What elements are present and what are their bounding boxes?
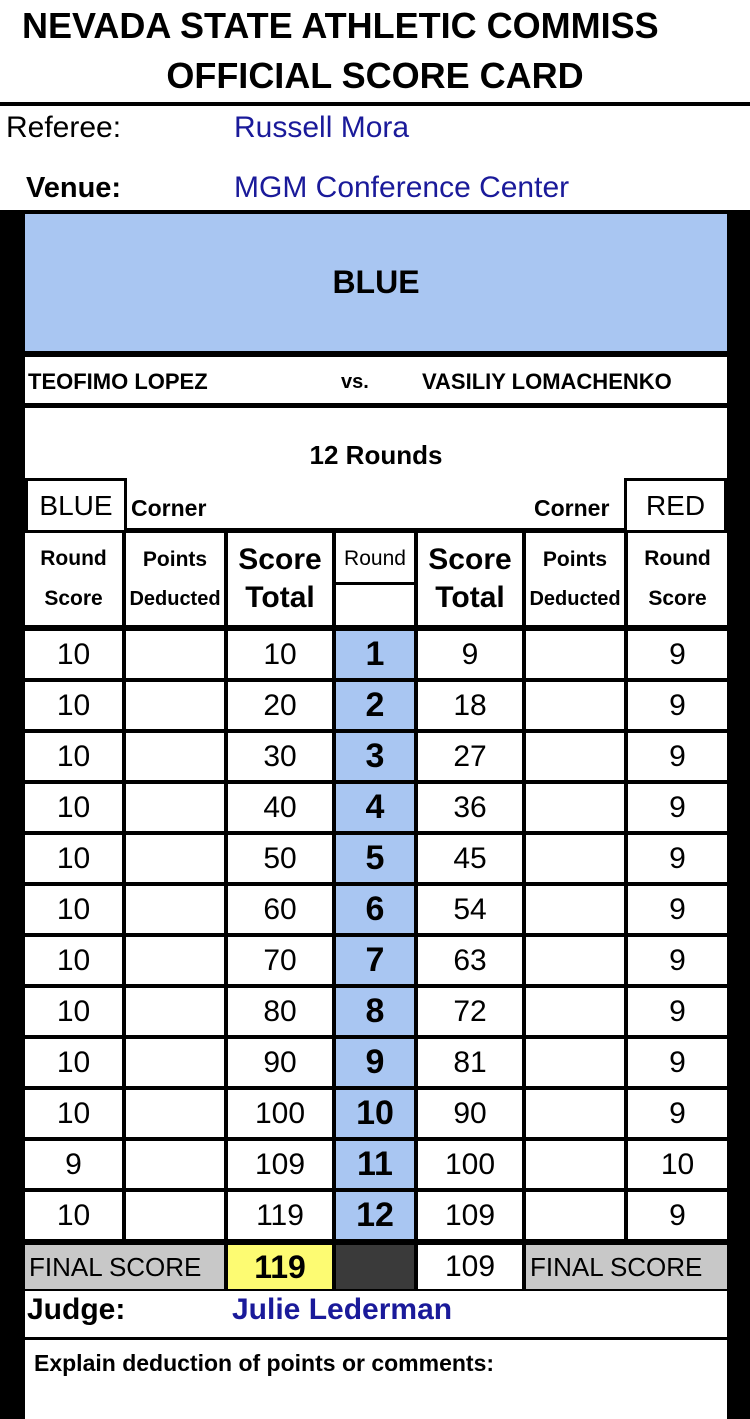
red-round-score: 9 [669,943,686,977]
blue-corner-band [25,214,727,351]
final-score-blue-value: 119 [254,1248,306,1285]
col-header-text: Total [435,581,505,614]
col-header-text: Score [428,543,512,576]
red-score-total: 36 [453,790,487,824]
blue-score-total: 80 [263,994,297,1028]
judge-label: Judge: [27,1293,126,1326]
round-number: 9 [365,1043,385,1081]
blue-score-total: 50 [263,841,297,875]
venue-name: MGM Conference Center [234,171,570,204]
blue-round-score: 10 [56,688,91,722]
round-number-cell [336,1039,414,1086]
blue-round-score: 10 [56,943,91,977]
blue-score-total-cell [228,1039,332,1086]
red-score-total-cell [418,988,522,1035]
red-score-total-cell [418,937,522,984]
red-score-total-cell [418,631,522,678]
blue-points-deducted-cell [126,835,224,882]
red-round-score-cell [628,631,727,678]
round-number: 4 [365,788,385,826]
red-round-score: 9 [669,994,686,1028]
red-round-score-cell [628,784,727,831]
red-score-total: 100 [444,1147,496,1181]
blue-round-score: 10 [56,994,91,1028]
round-number-cell [336,631,414,678]
fighters-row [25,357,727,403]
blue-points-deducted-cell [126,784,224,831]
round-number-cell [336,937,414,984]
red-score-total: 81 [453,1045,487,1079]
col-blue-score-total [228,533,332,625]
blue-round-score-cell [25,1141,122,1188]
blue-round-score-cell [25,886,122,933]
blue-points-deducted-cell [126,886,224,933]
red-score-total-cell [418,1192,522,1239]
red-round-score: 9 [669,1045,686,1079]
round-number-cell [336,682,414,729]
round-number: 5 [365,839,385,877]
red-score-total: 27 [453,739,487,773]
final-score-text: FINAL SCORE [29,1251,202,1282]
blue-label: BLUE [39,489,113,521]
round-number-cell [336,886,414,933]
red-score-total-cell [418,886,522,933]
blue-round-score: 10 [56,1045,91,1079]
col-header-text: Score [238,543,322,576]
blue-round-score-cell [25,631,122,678]
blue-points-deducted-cell [126,631,224,678]
blue-score-total: 90 [263,1045,297,1079]
red-score-total-cell [418,1039,522,1086]
round-number: 10 [356,1094,394,1132]
red-label-box [624,478,727,530]
red-round-score: 9 [669,739,686,773]
red-points-deducted-cell [526,988,624,1035]
red-score-total: 18 [453,688,487,722]
corner-left-label: Corner [131,495,207,521]
blue-round-score: 10 [56,1096,91,1130]
judge-name: Julie Lederman [232,1293,453,1326]
blue-round-score: 9 [65,1147,82,1181]
red-score-total-cell [418,784,522,831]
red-round-score-cell [628,1192,727,1239]
red-score-total: 54 [453,892,487,926]
blue-round-score-cell [25,937,122,984]
col-red-points-deducted [526,533,624,625]
blue-round-score: 10 [56,637,91,671]
venue-label: Venue: [26,172,122,204]
red-points-deducted-cell [526,835,624,882]
red-round-score: 9 [669,1096,686,1130]
red-label: RED [645,489,706,521]
round-number: 1 [365,635,385,673]
blue-round-score-cell [25,682,122,729]
round-number-cell [336,784,414,831]
blue-score-total: 100 [254,1096,306,1130]
blue-label-box [25,478,127,530]
col-header-text: Deducted [529,587,621,610]
blue-round-score-cell [25,835,122,882]
col-header-text: Total [245,581,315,614]
blue-points-deducted-cell [126,937,224,984]
red-points-deducted-cell [526,937,624,984]
blue-score-total-cell [228,988,332,1035]
blue-score-total: 20 [263,688,297,722]
red-round-score-cell [628,886,727,933]
final-score-red [418,1245,522,1289]
col-header-text: Points [142,547,208,571]
red-score-total: 72 [453,994,487,1028]
round-number: 3 [365,737,385,775]
red-round-score-cell [628,1141,727,1188]
blue-points-deducted-cell [126,733,224,780]
blue-score-total-cell [228,1090,332,1137]
judge-row [25,1291,727,1337]
round-number-cell [336,835,414,882]
fighter-blue-name: TEOFIMO LOPEZ [28,369,208,394]
red-score-total: 9 [461,637,479,671]
header-divider [0,102,750,106]
red-score-total-cell [418,682,522,729]
red-round-score: 10 [660,1147,695,1181]
red-round-score-cell [628,835,727,882]
red-round-score-cell [628,1090,727,1137]
red-round-score: 9 [669,1198,686,1232]
round-number-cell [336,988,414,1035]
referee-name: Russell Mora [234,111,410,144]
col-red-score-total [418,533,522,625]
blue-score-total-cell [228,886,332,933]
round-header-divider [336,582,414,585]
red-round-score-cell [628,988,727,1035]
blue-round-score-cell [25,1039,122,1086]
blue-score-total-cell [228,835,332,882]
red-points-deducted-cell [526,631,624,678]
blue-score-total-cell [228,1141,332,1188]
rounds-count: 12 Rounds [309,440,443,470]
blue-score-total-cell [228,733,332,780]
red-round-score-cell [628,937,727,984]
red-score-total: 63 [453,943,487,977]
red-score-total-cell [418,733,522,780]
blue-round-score: 10 [56,892,91,926]
final-score-round-blank [336,1245,414,1289]
final-score-red-value: 109 [444,1250,496,1283]
col-header-text: Score [648,587,707,610]
blue-score-total: 30 [263,739,297,773]
blue-corner-heading: BLUE [332,264,420,300]
round-number-cell [336,1141,414,1188]
blue-score-total-cell [228,682,332,729]
blue-score-total-cell [228,784,332,831]
red-points-deducted-cell [526,1141,624,1188]
blue-score-total-cell [228,631,332,678]
blue-score-total: 70 [263,943,297,977]
final-score-text: FINAL SCORE [530,1251,703,1282]
final-score-blue [228,1245,332,1289]
blue-round-score: 10 [56,841,91,875]
col-header-text: Deducted [129,587,221,610]
red-score-total-cell [418,1141,522,1188]
round-number: 7 [365,941,385,979]
red-score-total: 109 [444,1198,496,1232]
red-points-deducted-cell [526,784,624,831]
blue-score-total: 109 [254,1147,306,1181]
blue-round-score: 10 [56,790,91,824]
blue-score-total-cell [228,937,332,984]
blue-round-score-cell [25,988,122,1035]
final-score-label-right [526,1245,727,1289]
blue-points-deducted-cell [126,988,224,1035]
blue-score-total-cell [228,1192,332,1239]
red-round-score: 9 [669,637,686,671]
blue-points-deducted-cell [126,1090,224,1137]
col-red-round-score [628,533,727,625]
round-number: 11 [357,1145,393,1183]
fighter-red-name: VASILIY LOMACHENKO [422,369,672,394]
red-round-score: 9 [669,790,686,824]
red-round-score-cell [628,1039,727,1086]
blue-round-score: 10 [56,1198,91,1232]
blue-points-deducted-cell [126,1192,224,1239]
red-score-total-cell [418,835,522,882]
round-number: 2 [365,686,385,724]
red-points-deducted-cell [526,886,624,933]
blue-points-deducted-cell [126,682,224,729]
col-header-text: Round [644,547,711,570]
comments-label: Explain deduction of points or comments: [34,1350,495,1376]
red-points-deducted-cell [526,733,624,780]
blue-round-score-cell [25,1090,122,1137]
blue-round-score-cell [25,784,122,831]
red-points-deducted-cell [526,682,624,729]
scorecard-title: OFFICIAL SCORE CARD [166,55,584,96]
col-blue-round-score [25,533,122,625]
blue-score-total: 10 [263,637,297,671]
col-round [336,533,414,625]
blue-score-total: 119 [256,1198,304,1232]
red-score-total-cell [418,1090,522,1137]
red-round-score-cell [628,682,727,729]
red-round-score: 9 [669,688,686,722]
blue-round-score-cell [25,733,122,780]
round-number-cell [336,733,414,780]
col-header-text: Round [40,547,107,570]
blue-round-score-cell [25,1192,122,1239]
blue-score-total: 40 [263,790,297,824]
red-points-deducted-cell [526,1039,624,1086]
red-score-total: 45 [453,841,487,875]
commission-title: NEVADA STATE ATHLETIC COMMISS [22,5,659,46]
blue-points-deducted-cell [126,1039,224,1086]
red-score-total: 90 [453,1096,487,1130]
red-round-score-cell [628,733,727,780]
blue-points-deducted-cell [126,1141,224,1188]
red-points-deducted-cell [526,1090,624,1137]
red-round-score: 9 [669,892,686,926]
col-header-text: Points [542,547,608,571]
referee-label: Referee: [6,111,122,144]
corner-right-label: Corner [534,495,610,521]
round-number-cell [336,1192,414,1239]
col-blue-points-deducted [126,533,224,625]
red-round-score: 9 [669,841,686,875]
round-number-cell [336,1090,414,1137]
blue-round-score: 10 [56,739,91,773]
final-score-label-left [25,1245,224,1289]
round-number: 6 [365,890,385,928]
comments-area [25,1340,727,1419]
blue-score-total: 60 [263,892,297,926]
versus-label: vs. [341,371,369,393]
round-number: 12 [356,1196,394,1234]
round-number: 8 [365,992,385,1030]
col-header-text: Score [44,587,103,610]
red-points-deducted-cell [526,1192,624,1239]
col-header-text: Round [344,547,406,570]
